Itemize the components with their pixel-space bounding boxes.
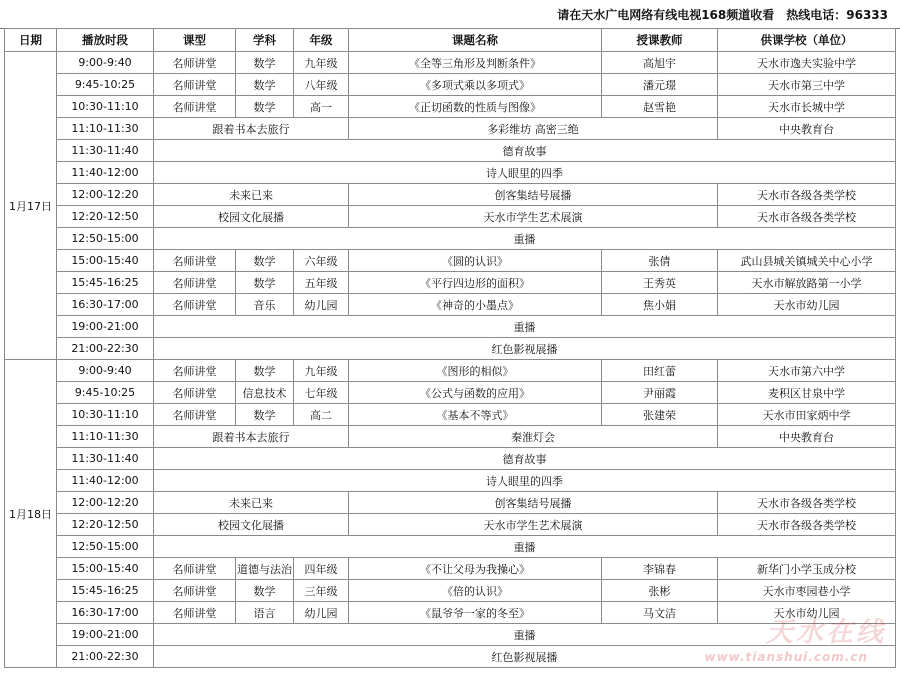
type-cell: 名师讲堂 [154, 558, 236, 580]
table-row [5, 52, 896, 74]
school-cell: 麦积区甘泉中学 [718, 382, 896, 404]
type-cell: 名师讲堂 [154, 272, 236, 294]
subject-cell: 数学 [236, 404, 294, 426]
table-row [5, 448, 896, 470]
notice-text: 请在天水广电网络有线电视168频道收看 热线电话：96333 [557, 8, 888, 22]
title-cell: 《倍的认识》 [349, 580, 602, 602]
time-cell: 9:45-10:25 [57, 382, 154, 404]
program-cell: 德育故事 [154, 140, 896, 162]
time-cell: 11:40-12:00 [57, 162, 154, 184]
school-cell: 新华门小学玉成分校 [718, 558, 896, 580]
school-cell: 天水市田家炳中学 [718, 404, 896, 426]
watermark-url: www.tianshui.com.cn [704, 650, 868, 664]
time-cell: 15:00-15:40 [57, 250, 154, 272]
grade-cell: 九年级 [294, 52, 349, 74]
table-row [5, 96, 896, 118]
header-school: 供课学校（单位） [718, 29, 896, 52]
type-cell: 名师讲堂 [154, 96, 236, 118]
time-cell: 15:45-16:25 [57, 272, 154, 294]
table-row [5, 580, 896, 602]
program-cell: 红色影视展播 [154, 646, 896, 668]
subject-cell: 信息技术 [236, 382, 294, 404]
title-cell: 《图形的相似》 [349, 360, 602, 382]
table-row [5, 118, 896, 140]
type-cell: 名师讲堂 [154, 360, 236, 382]
grade-cell: 六年级 [294, 250, 349, 272]
program-column-cell: 未来已来 [154, 492, 349, 514]
school-cell: 天水市枣园巷小学 [718, 580, 896, 602]
program-cell: 诗人眼里的四季 [154, 162, 896, 184]
table-row [5, 558, 896, 580]
table-row [5, 250, 896, 272]
table-row [5, 162, 896, 184]
time-cell: 19:00-21:00 [57, 624, 154, 646]
grade-cell: 八年级 [294, 74, 349, 96]
school-cell: 天水市各级各类学校 [718, 492, 896, 514]
program-column-cell: 校园文化展播 [154, 206, 349, 228]
title-cell: 《不让父母为我操心》 [349, 558, 602, 580]
time-cell: 11:40-12:00 [57, 470, 154, 492]
teacher-cell: 田红蕾 [602, 360, 718, 382]
type-cell: 名师讲堂 [154, 52, 236, 74]
segment-cell: 天水市学生艺术展演 [349, 206, 718, 228]
title-cell: 《正切函数的性质与图像》 [349, 96, 602, 118]
school-cell: 武山县城关镇城关中心小学 [718, 250, 896, 272]
header-teacher: 授课教师 [602, 29, 718, 52]
table-row [5, 624, 896, 646]
program-cell: 重播 [154, 316, 896, 338]
time-cell: 9:45-10:25 [57, 74, 154, 96]
time-cell: 19:00-21:00 [57, 316, 154, 338]
table-row [5, 338, 896, 360]
date-cell: 1月18日 [5, 360, 57, 668]
program-column-cell: 未来已来 [154, 184, 349, 206]
header-time: 播放时段 [57, 29, 154, 52]
time-cell: 12:00-12:20 [57, 492, 154, 514]
teacher-cell: 赵雪艳 [602, 96, 718, 118]
title-cell: 《基本不等式》 [349, 404, 602, 426]
title-cell: 《平行四边形的面积》 [349, 272, 602, 294]
time-cell: 16:30-17:00 [57, 294, 154, 316]
subject-cell: 语言 [236, 602, 294, 624]
time-cell: 11:10-11:30 [57, 426, 154, 448]
type-cell: 名师讲堂 [154, 74, 236, 96]
grade-cell: 高一 [294, 96, 349, 118]
table-row [5, 382, 896, 404]
school-cell: 天水市第六中学 [718, 360, 896, 382]
time-cell: 9:00-9:40 [57, 360, 154, 382]
grade-cell: 幼儿园 [294, 602, 349, 624]
subject-cell: 数学 [236, 580, 294, 602]
table-row [5, 206, 896, 228]
teacher-cell: 高旭宇 [602, 52, 718, 74]
time-cell: 12:50-15:00 [57, 536, 154, 558]
school-cell: 中央教育台 [718, 426, 896, 448]
time-cell: 10:30-11:10 [57, 96, 154, 118]
table-row [5, 272, 896, 294]
schedule-body [5, 52, 896, 668]
time-cell: 11:10-11:30 [57, 118, 154, 140]
type-cell: 名师讲堂 [154, 602, 236, 624]
segment-cell: 秦淮灯会 [349, 426, 718, 448]
type-cell: 名师讲堂 [154, 382, 236, 404]
header-row [5, 29, 896, 52]
school-cell: 天水市各级各类学校 [718, 514, 896, 536]
time-cell: 15:00-15:40 [57, 558, 154, 580]
school-cell: 天水市各级各类学校 [718, 206, 896, 228]
school-cell: 中央教育台 [718, 118, 896, 140]
schedule-table [4, 28, 896, 668]
title-cell: 《神奇的小墨点》 [349, 294, 602, 316]
type-cell: 名师讲堂 [154, 404, 236, 426]
title-cell: 《多项式乘以多项式》 [349, 74, 602, 96]
school-cell: 天水市逸夫实验中学 [718, 52, 896, 74]
teacher-cell: 张倩 [602, 250, 718, 272]
subject-cell: 数学 [236, 52, 294, 74]
type-cell: 名师讲堂 [154, 580, 236, 602]
header-subject: 学科 [236, 29, 294, 52]
date-cell: 1月17日 [5, 52, 57, 360]
table-row [5, 228, 896, 250]
program-cell: 重播 [154, 228, 896, 250]
subject-cell: 数学 [236, 74, 294, 96]
program-column-cell: 跟着书本去旅行 [154, 426, 349, 448]
time-cell: 16:30-17:00 [57, 602, 154, 624]
segment-cell: 天水市学生艺术展演 [349, 514, 718, 536]
teacher-cell: 王秀英 [602, 272, 718, 294]
type-cell: 名师讲堂 [154, 294, 236, 316]
time-cell: 15:45-16:25 [57, 580, 154, 602]
notice-bar [0, 0, 900, 29]
teacher-cell: 张彬 [602, 580, 718, 602]
table-row [5, 404, 896, 426]
teacher-cell: 李锦春 [602, 558, 718, 580]
grade-cell: 三年级 [294, 580, 349, 602]
time-cell: 21:00-22:30 [57, 646, 154, 668]
table-row [5, 426, 896, 448]
program-cell: 重播 [154, 624, 896, 646]
table-row [5, 140, 896, 162]
time-cell: 12:50-15:00 [57, 228, 154, 250]
program-column-cell: 跟着书本去旅行 [154, 118, 349, 140]
segment-cell: 创客集结号展播 [349, 184, 718, 206]
time-cell: 10:30-11:10 [57, 404, 154, 426]
table-row [5, 470, 896, 492]
subject-cell: 数学 [236, 250, 294, 272]
school-cell: 天水市幼儿园 [718, 602, 896, 624]
type-cell: 名师讲堂 [154, 250, 236, 272]
header-grade: 年级 [294, 29, 349, 52]
program-cell: 诗人眼里的四季 [154, 470, 896, 492]
time-cell: 11:30-11:40 [57, 140, 154, 162]
school-cell: 天水市解放路第一小学 [718, 272, 896, 294]
time-cell: 9:00-9:40 [57, 52, 154, 74]
program-cell: 德育故事 [154, 448, 896, 470]
table-row [5, 536, 896, 558]
table-row [5, 602, 896, 624]
teacher-cell: 马文洁 [602, 602, 718, 624]
time-cell: 21:00-22:30 [57, 338, 154, 360]
table-row [5, 184, 896, 206]
grade-cell: 五年级 [294, 272, 349, 294]
grade-cell: 四年级 [294, 558, 349, 580]
subject-cell: 音乐 [236, 294, 294, 316]
teacher-cell: 尹丽霞 [602, 382, 718, 404]
teacher-cell: 潘元璟 [602, 74, 718, 96]
school-cell: 天水市各级各类学校 [718, 184, 896, 206]
title-cell: 《公式与函数的应用》 [349, 382, 602, 404]
table-row [5, 492, 896, 514]
subject-cell: 道德与法治 [236, 558, 294, 580]
time-cell: 11:30-11:40 [57, 448, 154, 470]
grade-cell: 七年级 [294, 382, 349, 404]
table-row [5, 294, 896, 316]
teacher-cell: 焦小娟 [602, 294, 718, 316]
watermark-logo: 天水在线 [766, 617, 886, 648]
grade-cell: 高二 [294, 404, 349, 426]
header-type: 课型 [154, 29, 236, 52]
subject-cell: 数学 [236, 360, 294, 382]
grade-cell: 九年级 [294, 360, 349, 382]
school-cell: 天水市幼儿园 [718, 294, 896, 316]
table-row [5, 360, 896, 382]
school-cell: 天水市第三中学 [718, 74, 896, 96]
time-cell: 12:00-12:20 [57, 184, 154, 206]
table-row [5, 514, 896, 536]
teacher-cell: 张建荣 [602, 404, 718, 426]
time-cell: 12:20-12:50 [57, 206, 154, 228]
title-cell: 《鼠爷爷一家的冬至》 [349, 602, 602, 624]
school-cell: 天水市长城中学 [718, 96, 896, 118]
program-column-cell: 校园文化展播 [154, 514, 349, 536]
subject-cell: 数学 [236, 272, 294, 294]
segment-cell: 创客集结号展播 [349, 492, 718, 514]
table-row [5, 74, 896, 96]
segment-cell: 多彩维坊 高密三绝 [349, 118, 718, 140]
header-title: 课题名称 [349, 29, 602, 52]
time-cell: 12:20-12:50 [57, 514, 154, 536]
program-cell: 红色影视展播 [154, 338, 896, 360]
header-date: 日期 [5, 29, 57, 52]
table-row [5, 646, 896, 668]
title-cell: 《圆的认识》 [349, 250, 602, 272]
subject-cell: 数学 [236, 96, 294, 118]
program-cell: 重播 [154, 536, 896, 558]
grade-cell: 幼儿园 [294, 294, 349, 316]
table-row [5, 316, 896, 338]
title-cell: 《全等三角形及判断条件》 [349, 52, 602, 74]
